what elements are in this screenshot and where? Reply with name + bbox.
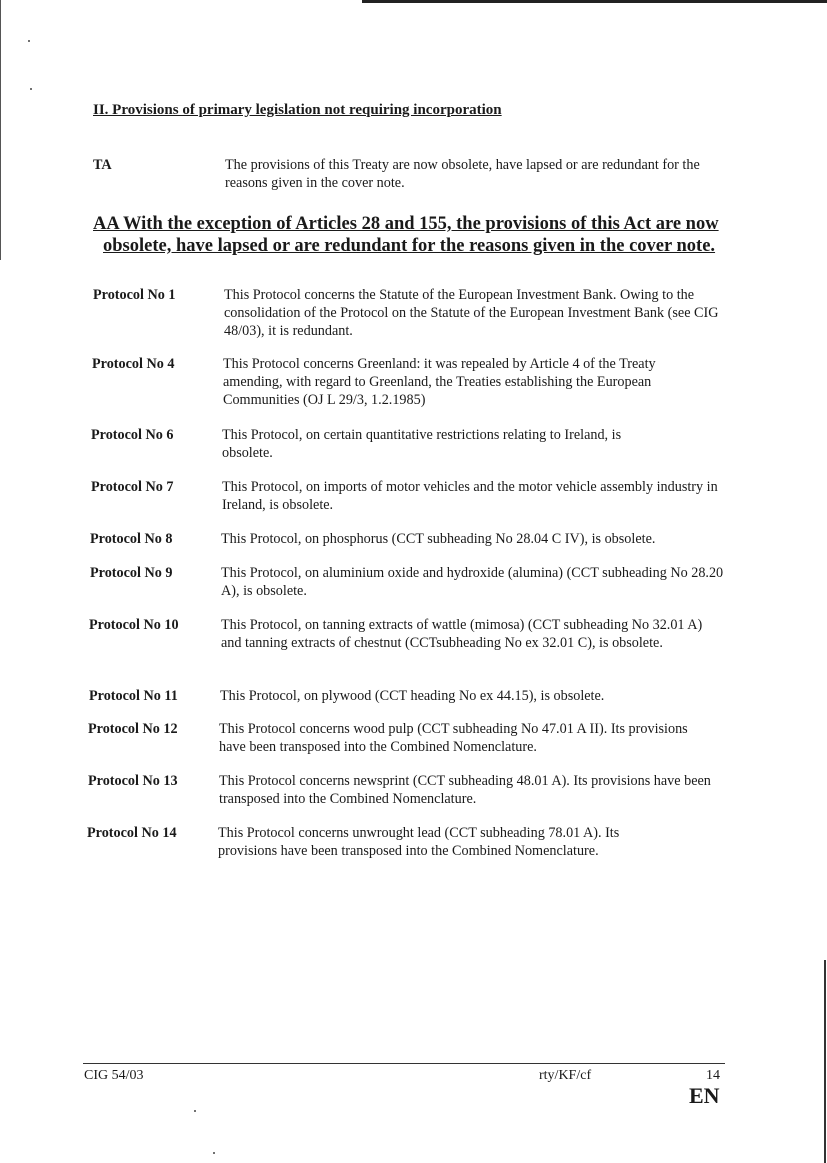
footer-rule [83, 1063, 725, 1064]
entry-label: Protocol No 11 [89, 688, 178, 704]
entry-text: This Protocol, on plywood (CCT heading No ex 44.15), is obsolete. [220, 688, 605, 704]
section-heading: II. Provisions of primary legislation not requiring incorporation [93, 102, 502, 118]
scan-left-edge [0, 0, 1, 260]
entry-text: This Protocol concerns newsprint (CCT subheading 48.01 A). Its provisions have been transposed into the Combined Nomenclature. [219, 773, 711, 807]
scan-right-edge [824, 960, 826, 1163]
entry-label: Protocol No 7 [91, 479, 174, 495]
entry-label: Protocol No 8 [90, 531, 173, 547]
aa-heading-line-1: AA With the exception of Articles 28 and 155, the provisions of this Act are now [93, 214, 719, 234]
aa-heading-line-2: obsolete, have lapsed or are redundant for the reasons given in the cover note. [103, 236, 716, 256]
scan-speck [28, 40, 30, 42]
scan-speck [194, 1110, 196, 1112]
entry-text: This Protocol, on phosphorus (CCT subheading No 28.04 C IV), is obsolete. [221, 531, 656, 547]
entry-label: Protocol No 6 [91, 427, 174, 443]
scan-top-border [362, 0, 827, 3]
entry-text: This Protocol, on certain quantitative restrictions relating to Ireland, is obsolete. [222, 427, 622, 461]
footer-doc-ref: CIG 54/03 [84, 1068, 144, 1083]
entry-label: Protocol No 4 [92, 356, 175, 372]
entry-text: This Protocol, on tanning extracts of wattle (mimosa) (CCT subheading No 32.01 A) and tanning extracts of chestnut (CCTsubheading No ex 32.01 C), is obsolete. [221, 617, 703, 651]
entry-label: TA [93, 157, 112, 173]
entry-text: This Protocol concerns Greenland: it was repealed by Article 4 of the Treaty amending, with regard to Greenland, the Treaties establishing the European Communities (OJ L 29/3, 1.2.1985) [223, 356, 656, 408]
entry-label: Protocol No 1 [93, 287, 176, 303]
entry-label: Protocol No 9 [90, 565, 173, 581]
entry-label: Protocol No 10 [89, 617, 179, 633]
page-number: 14 [706, 1068, 720, 1083]
entry-label: Protocol No 14 [87, 825, 177, 841]
language-code: EN [689, 1083, 720, 1108]
entry-label: Protocol No 12 [88, 721, 178, 737]
entry-text: This Protocol concerns wood pulp (CCT subheading No 47.01 A II). Its provisions have been transposed into the Combined Nomenclature. [219, 721, 688, 755]
entry-text: This Protocol concerns unwrought lead (CCT subheading 78.01 A). Its provisions have been transposed into the Combined Nomenclature. [218, 825, 620, 859]
entry-label: Protocol No 13 [88, 773, 178, 789]
entry-text: This Protocol, on aluminium oxide and hydroxide (alumina) (CCT subheading No 28.20 A), is obsolete. [221, 565, 724, 599]
footer-initials: rty/KF/cf [539, 1068, 592, 1083]
entry-text: The provisions of this Treaty are now obsolete, have lapsed or are redundant for the reasons given in the cover note. [225, 157, 700, 191]
aa-heading [93, 213, 733, 257]
scan-speck [30, 88, 32, 90]
scan-speck [213, 1152, 215, 1154]
entry-text: This Protocol, on imports of motor vehicles and the motor vehicle assembly industry in Ireland, is obsolete. [222, 479, 718, 513]
entry-text: This Protocol concerns the Statute of the European Investment Bank. Owing to the consolidation of the Protocol on the Statute of the European Investment Bank (see CIG 48/03), it is redundant. [224, 287, 719, 339]
